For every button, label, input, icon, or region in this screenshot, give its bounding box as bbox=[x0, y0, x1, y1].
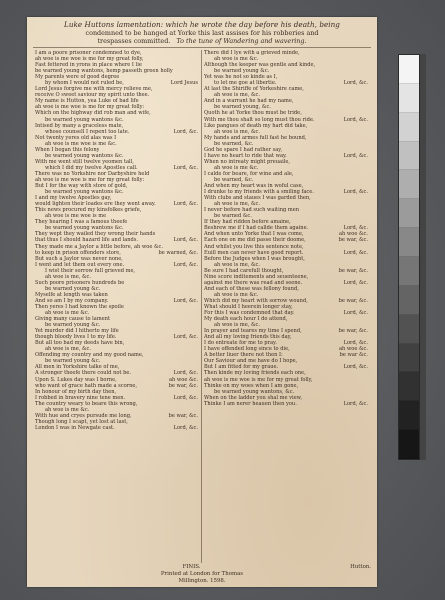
verse-line-text: ah woe is me woe is me for my great folly: bbox=[35, 104, 145, 111]
verse-line-text: to let me goe at libertie. bbox=[214, 80, 277, 87]
verse-line-refrain: Lord, &c. bbox=[343, 310, 368, 317]
verse-line-refrain: be war, &c. bbox=[338, 297, 368, 304]
verse-line-text: Quoth he at Yorke thou must be tride, bbox=[204, 110, 302, 117]
verse-line-text: They hearing I was a famous theefe bbox=[35, 219, 128, 226]
verse-line-text: Then yeres I had known the spoile bbox=[35, 303, 124, 310]
verse-line-text: All men in Yorkshire talke of me, bbox=[35, 364, 120, 371]
verse-line-refrain: Lord, &c. bbox=[343, 80, 368, 87]
verse-line-text: Thinke on my woes when I am gone, bbox=[204, 382, 299, 389]
verse-line-refrain: Lord, &c. bbox=[173, 424, 198, 431]
verse-line-text: But such a Jaylor was never none, bbox=[35, 255, 123, 262]
verse-line-text: I never before had such waiting men bbox=[204, 207, 300, 214]
verse-line-text: be warned young wantons &c. bbox=[45, 225, 124, 232]
verse-line-refrain: Lord, &c. bbox=[173, 261, 198, 268]
verse-line-text: ah woe is me, &c. bbox=[214, 92, 260, 99]
verse-line-refrain: be war, &c. bbox=[338, 328, 368, 335]
verse-line-text: I robbed in bravery nine tene men. bbox=[35, 394, 126, 401]
verse-line-text: I have offended long since to die, bbox=[204, 346, 290, 353]
verse-line-text: There did I lye with a grieved minde, bbox=[204, 50, 300, 56]
verse-line-text: With hue and cryes pursude me long, bbox=[35, 412, 132, 419]
verse-line-text: When on the ladder you shal me view, bbox=[204, 394, 302, 401]
verse-line-text: Nine score inditements and seuenteene, bbox=[204, 273, 309, 280]
verse-line-text: If they had ridden before amaine, bbox=[204, 219, 291, 226]
verse-line-text: There was no Yorkshire nor Darbyshire held bbox=[35, 170, 150, 177]
verse-line-refrain: Lord, &c. bbox=[173, 237, 198, 244]
verse-line-refrain: Lord, &c. bbox=[173, 201, 198, 208]
verse-line-text: be warned young wantons &c. bbox=[45, 116, 124, 123]
verse-line-text: who want of grace hath made a scorne, bbox=[35, 382, 138, 389]
verse-line-text: Each one on me did passe their doome, bbox=[204, 237, 306, 244]
verse-line-text: be warned young &c. bbox=[45, 358, 101, 365]
verse-line-text: which I did my twelve Apostles call. bbox=[45, 164, 138, 171]
verse-line-text: ah woe is me woe is me for my great folly, bbox=[204, 376, 313, 383]
verse-line-refrain: ah woe &c. bbox=[168, 376, 198, 383]
verse-line-text: I and my twelve Apostles gay, bbox=[35, 195, 112, 202]
verse-line-text: be warned young &c. bbox=[214, 68, 270, 75]
grey-scale-step bbox=[399, 286, 419, 315]
verse-line-text: ah woe is me, &c. bbox=[214, 322, 260, 329]
ballad-tune: To the tune of Wandering and wavering. bbox=[176, 37, 307, 45]
verse-line-text: be warned young &c. bbox=[45, 322, 101, 329]
verse-line bbox=[35, 425, 198, 431]
finis-text: FINIS. bbox=[182, 564, 201, 570]
verse-line-text: be warned young &c. bbox=[45, 285, 101, 292]
verse-line-refrain: Lord, &c. bbox=[343, 340, 368, 347]
verse-line-text: But all too bad my deeds have bin, bbox=[35, 340, 125, 347]
verse-line-text: whose counsell I repent too late. bbox=[45, 128, 130, 135]
verse-line-text: I calde for beare, for wine and ale, bbox=[204, 170, 294, 177]
verse-line-text: ah woe is me &c. bbox=[214, 164, 259, 171]
verse-line-text: ah woe is me, &c. bbox=[214, 201, 260, 208]
verse-line-text: My hands and armes full fast he bound, bbox=[204, 134, 307, 141]
verse-line-refrain: be war, &c. bbox=[338, 267, 368, 274]
verse-line-refrain: ah woe &c. bbox=[338, 231, 368, 238]
verse-line-text: Thinke I am nerer heauen then you. bbox=[204, 400, 297, 407]
grey-scale-step bbox=[399, 257, 419, 286]
verse-line-text: A better liuer there not then I: bbox=[204, 352, 283, 359]
verse-line-text: My name is Hutton, yea Luke of bad life bbox=[35, 98, 139, 105]
finis-line bbox=[33, 564, 371, 571]
verse-line-text: to keep in prison offenders store, bbox=[35, 249, 121, 256]
verse-line-refrain: Lord, &c. bbox=[173, 394, 198, 401]
verse-line-refrain: ah woe &c. bbox=[338, 346, 368, 353]
verse-line-text: Myselfe at length was taken bbox=[35, 291, 108, 298]
verse-line-text: When no intreaty might preuaile, bbox=[204, 158, 290, 165]
verse-line-text: be warned young, &c. bbox=[214, 104, 271, 111]
verse-line-text: With clubs and staues I was garded then, bbox=[204, 195, 311, 202]
grey-scale-step bbox=[399, 430, 419, 459]
verse-line-refrain: Lord Jesus bbox=[170, 80, 198, 87]
ballad-subtitle-line2 bbox=[33, 37, 371, 45]
grey-scale-step bbox=[399, 228, 419, 257]
grey-scale-step bbox=[399, 344, 419, 373]
verse-line-text: I do entreate for me to pray. bbox=[204, 340, 277, 347]
verse-line-text: Fast fettered in yrons in place where I lie bbox=[35, 62, 142, 69]
verse-line-text: ah woe is me &c. bbox=[45, 406, 90, 413]
verse-line-text: Euill men can never have good report. bbox=[204, 249, 304, 256]
verse-line-text: I have no heart to ride that way. bbox=[204, 152, 287, 159]
verse-line-text: be warned &c. bbox=[214, 213, 252, 220]
verse-line-text: Which on the highway did rob man and wife, bbox=[35, 110, 151, 117]
verse-line-refrain: Lord, &c. bbox=[173, 128, 198, 135]
verse-line-text: ah woe is me &c. bbox=[214, 291, 259, 298]
verse-line-refrain: Lord, &c. bbox=[343, 152, 368, 159]
verse-line-refrain: Lord, &c. bbox=[343, 364, 368, 371]
verse-line-text: ah woe is me woe is me &c. bbox=[45, 140, 117, 147]
verse-line-text: At last the Shiriffe of Yorkeshire came, bbox=[204, 86, 304, 93]
verse-line-text: Upon S. Lukes day was I borne, bbox=[35, 376, 117, 383]
verse-line-text: Before the Judges when I was brought, bbox=[204, 255, 305, 262]
verse-line-refrain: Lord, &c. bbox=[343, 116, 368, 123]
verse-line-text: For this I was condemned that day. bbox=[204, 310, 295, 317]
grey-scale-target bbox=[398, 54, 420, 460]
verse-line-text: ah woe is me, &c. bbox=[214, 128, 260, 135]
verse-line-text: receive O sweet saviour my spirit unto thee. bbox=[35, 92, 150, 99]
grey-scale-step bbox=[399, 142, 419, 171]
verse-line-text: though bloody lives I to my life. bbox=[35, 334, 117, 341]
verse-line-refrain: Lord, &c. bbox=[343, 279, 368, 286]
verse-line-text: Not twenty yeres old alas was I bbox=[35, 134, 117, 141]
verse-line-text: be warned, &c. bbox=[214, 176, 254, 183]
verse-line-refrain: be warned, &c. bbox=[158, 249, 198, 256]
verse-line-text: Like pangues of death my hart did take, bbox=[204, 122, 308, 129]
verse-line-text: Yet was he not so kinde as I, bbox=[204, 74, 278, 81]
verse-line-text: ah woe is me woe is me for my great folly, bbox=[35, 56, 144, 63]
verse-line-text: And when unto Yorke that I was come, bbox=[204, 231, 304, 238]
verse-line-text: And in a warrant he had my name, bbox=[204, 98, 294, 105]
verse-line-refrain: Lord, &c. bbox=[173, 334, 198, 341]
verse-line-text: by whom I would not ruled be, bbox=[45, 80, 124, 87]
verse-line-text: ah woe is me &c. bbox=[45, 310, 90, 317]
verse-line-refrain: Lord, &c. bbox=[343, 249, 368, 256]
grey-scale-step bbox=[399, 170, 419, 199]
verse-line-text: With me went still twelve yeomen tall, bbox=[35, 158, 134, 165]
verse-line-text: My death each hour I do attend, bbox=[204, 316, 288, 323]
verse-line-text: They wept they wailed they wrong their hands bbox=[35, 231, 156, 238]
verse-line-text: that thus I should hazard life and lands. bbox=[35, 237, 139, 244]
verse-line-text: My parents were of good degree bbox=[35, 74, 120, 81]
verse-line-text: When I began this felony bbox=[35, 146, 100, 153]
verse-line-text: I went and let them out every one. bbox=[35, 261, 125, 268]
verse-line-text: I drunke to my friends with a smiling face. bbox=[204, 189, 314, 196]
right-column bbox=[202, 50, 371, 563]
verse-line-text: Offending my country and my good name, bbox=[35, 352, 144, 359]
grey-scale-step bbox=[399, 315, 419, 344]
verse-line-text: Though long I scapt, yet lost at last, bbox=[35, 418, 128, 425]
verse-line-text: would lighten their loades ere they went away. bbox=[35, 201, 156, 208]
imprint-line-2: Millington. 1598. bbox=[178, 578, 226, 584]
subtitle-line2-text: trespasses committed. bbox=[97, 37, 171, 45]
left-column bbox=[33, 50, 202, 563]
verse-line-text: And each of these was fellony found, bbox=[204, 285, 299, 292]
verse-line-text: In prayer and teares my time I spend, bbox=[204, 328, 302, 335]
grey-scale-step bbox=[399, 401, 419, 430]
verse-line-text: What should I heerein longer stay, bbox=[204, 303, 293, 310]
verse-line-refrain: be war, &c. bbox=[168, 412, 198, 419]
verse-line-text: In honour of my birth day then, bbox=[35, 388, 117, 395]
grey-scale-step bbox=[399, 199, 419, 228]
verse-line-text: Which did my heart with sorrow wound, bbox=[204, 297, 308, 304]
verse-line-text: This news procured my kinsfolkes griefe, bbox=[35, 207, 142, 214]
verse-line-text: ah woe is me, &c. bbox=[45, 273, 91, 280]
author-name: Hutton. bbox=[350, 564, 371, 570]
verse-line-text: Giving many cause to lament bbox=[35, 316, 110, 323]
verse-line-refrain: be war, &c. bbox=[168, 382, 198, 389]
verse-line-text: Yet murder did I hitherto my life bbox=[35, 328, 119, 335]
verse-line-text: I wist their sorrow full grieved me, bbox=[45, 267, 136, 274]
verse-line-text: They made me a Jaylor a little before, ah woe &c. bbox=[35, 243, 163, 250]
verse-line-refrain: Lord, &c. bbox=[173, 164, 198, 171]
imprint-line-1: Printed at London for Thomas bbox=[160, 571, 244, 577]
verse-line-text: Although the keeper was gentle and kinde, bbox=[204, 62, 316, 69]
verse-line-text: be warned young wantons, &c. bbox=[214, 388, 295, 395]
verse-line-refrain: Lord, &c. bbox=[343, 225, 368, 232]
verse-line-refrain: Lord, &c. bbox=[343, 189, 368, 196]
verse-line-text: I am a poore prisoner condemned to dye, bbox=[35, 50, 142, 56]
verse-line-text: Such poore prisoners hundreds be bbox=[35, 279, 125, 286]
verse-line-text: ah woe is me, &c. bbox=[45, 346, 91, 353]
verse-line-text: ah woe is me &c. bbox=[214, 56, 259, 63]
ballad-title: Luke Huttons lamentation: which he wrote the day before his death, being bbox=[64, 20, 340, 29]
verse-line-text: And so am I by my company. bbox=[35, 297, 109, 304]
verse-line bbox=[204, 401, 368, 407]
verse-line-text: be warned young wantons &c. bbox=[45, 189, 124, 196]
grey-scale-step bbox=[399, 55, 419, 84]
grey-scale-step bbox=[399, 113, 419, 142]
verse-line-text: Be sure I had carefull thought, bbox=[204, 267, 284, 274]
verse-line-text: Beshrew me if I had callde them againe. bbox=[204, 225, 309, 232]
verse-line-text: And whilst you live this sentence note, bbox=[204, 243, 304, 250]
verse-line-refrain: Lord, &c. bbox=[173, 297, 198, 304]
verse-line-text: be warned, &c. bbox=[214, 140, 254, 147]
verse-line-text: Lord Jesus forgive me with mercy relieve me, bbox=[35, 86, 153, 93]
verse-line-refrain: be war &c. bbox=[339, 352, 368, 359]
verse-line-text: ah woe is me woe is me for my great folly: bbox=[35, 176, 145, 183]
title-rule bbox=[33, 47, 371, 48]
verse-columns bbox=[33, 50, 371, 563]
verse-line-text: A stronger theefe there could not be. bbox=[35, 370, 131, 377]
verse-line-text: against me there was read and seene. bbox=[204, 279, 303, 286]
verse-line-text: ah woe is me woe is me bbox=[45, 213, 107, 220]
broadside-sheet bbox=[27, 17, 377, 587]
verse-line-text: ah woe is me, &c. bbox=[214, 261, 260, 268]
verse-line-text: But I am fitted for my graue. bbox=[204, 364, 279, 371]
verse-line-text: London I was in Newgate cast. bbox=[35, 424, 115, 431]
verse-line-text: Our Saviour and me have do I hope, bbox=[204, 358, 298, 365]
grey-scale-step bbox=[399, 372, 419, 401]
verse-line-refrain: be war, &c. bbox=[338, 237, 368, 244]
grey-scale-edge bbox=[420, 54, 426, 460]
verse-line-text: But I for the way with store of gold, bbox=[35, 183, 128, 190]
verse-line-text: And all my loving friends this day, bbox=[204, 334, 292, 341]
verse-line-text: The country weary to beare this wrong, bbox=[35, 400, 138, 407]
verse-line-refrain: Lord, &c. bbox=[343, 400, 368, 407]
verse-line-text: be warned young wantons, hemp passeth green holly bbox=[35, 68, 173, 75]
ballad-subtitle: condemned to be hanged at Yorke this last assises for his robberies and bbox=[85, 29, 319, 37]
verse-line-text: With me thou shalt so long must thou ride. bbox=[204, 116, 315, 123]
verse-line-text: Then kinde my loving friends each one, bbox=[204, 370, 306, 377]
verse-line-refrain: Lord, &c. bbox=[173, 370, 198, 377]
verse-line-text: Intised by many a graceless mate, bbox=[35, 122, 124, 129]
grey-scale-step bbox=[399, 84, 419, 113]
verse-line-text: be warned young wantons &c. bbox=[45, 152, 124, 159]
verse-line-text: God he spare I had rather say, bbox=[204, 146, 283, 153]
verse-line-text: And when my heart was in woful case, bbox=[204, 183, 304, 190]
